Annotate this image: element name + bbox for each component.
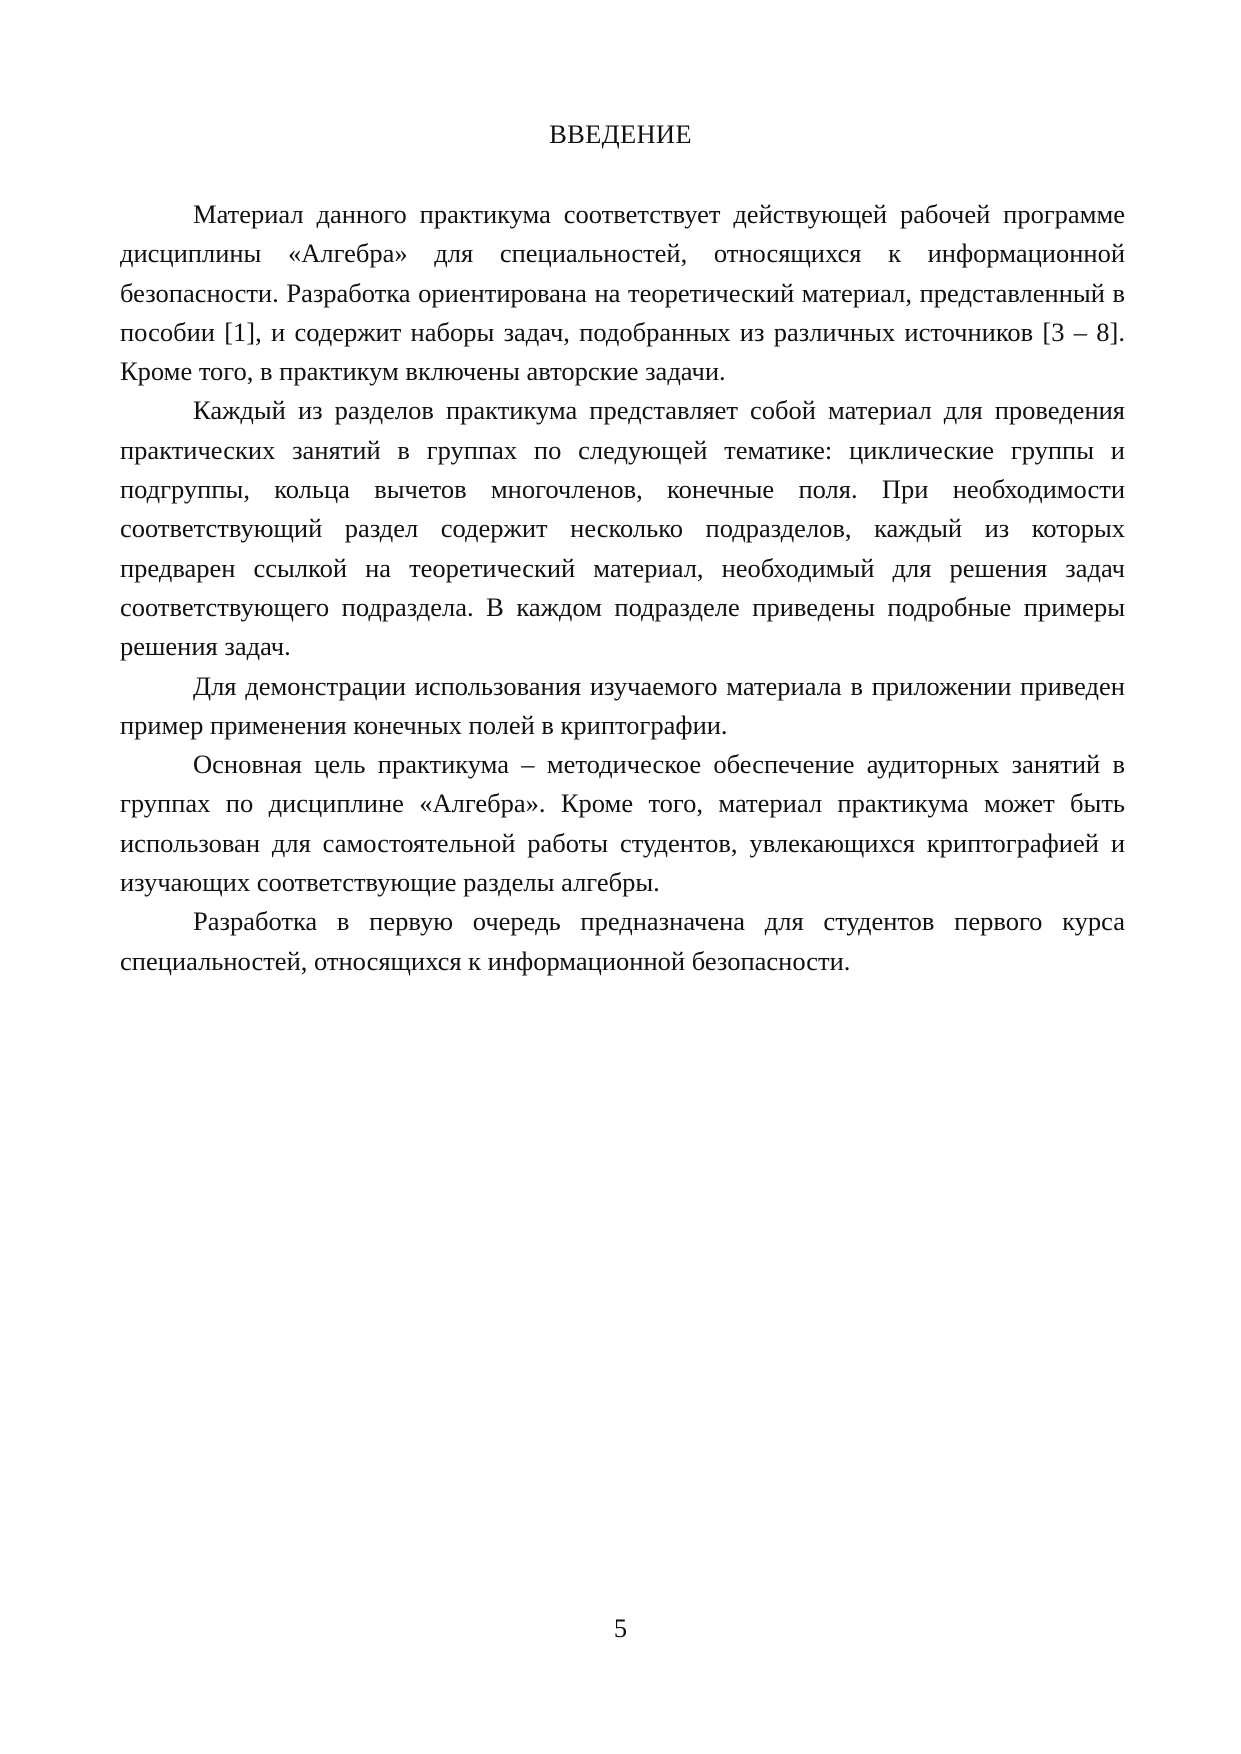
paragraph-1: Материал данного практикума соответствует действующей рабочей программе дисциплины «Алгебра» для специальностей, относящихся к информационной безопасности. Разработка ориентирована на теоретический материал, представленный в пособии [1], и содержит наборы задач, подобранных из различных источников [3 – 8]. Кроме того, в практикум включены авторские задачи. <box>120 199 1125 387</box>
paragraph-2: Каждый из разделов практикума представляет собой материал для проведения практических занятий в группах по следующей тематике: циклические группы и подгруппы, кольца вычетов многочленов, конечные поля. При необходимости соответствующий раздел содержит несколько подразделов, каждый из которых предварен ссылкой на теоретический материал, необходимый для решения задач соответствующего подраздела. В каждом подразделе приведены подробные примеры решения задач. <box>120 395 1125 662</box>
paragraph-5: Разработка в первую очередь предназначена для студентов первого курса специальностей, относящихся к информационной безопасности. <box>120 906 1125 976</box>
paragraph-3: Для демонстрации использования изучаемого материала в приложении приведен пример применения конечных полей в криптографии. <box>120 670 1125 740</box>
section-title: ВВЕДЕНИЕ <box>549 119 692 149</box>
paragraph-4: Основная цель практикума – методическое обеспечение аудиторных занятий в группах по дисциплине «Алгебра». Кроме того, материал практикума может быть использован для самостоятельной работы студентов, увлекающихся криптографией и изучающих соответствующие разделы алгебры. <box>120 749 1125 898</box>
body-text <box>120 195 1125 981</box>
page-number: 5 <box>613 1613 628 1643</box>
